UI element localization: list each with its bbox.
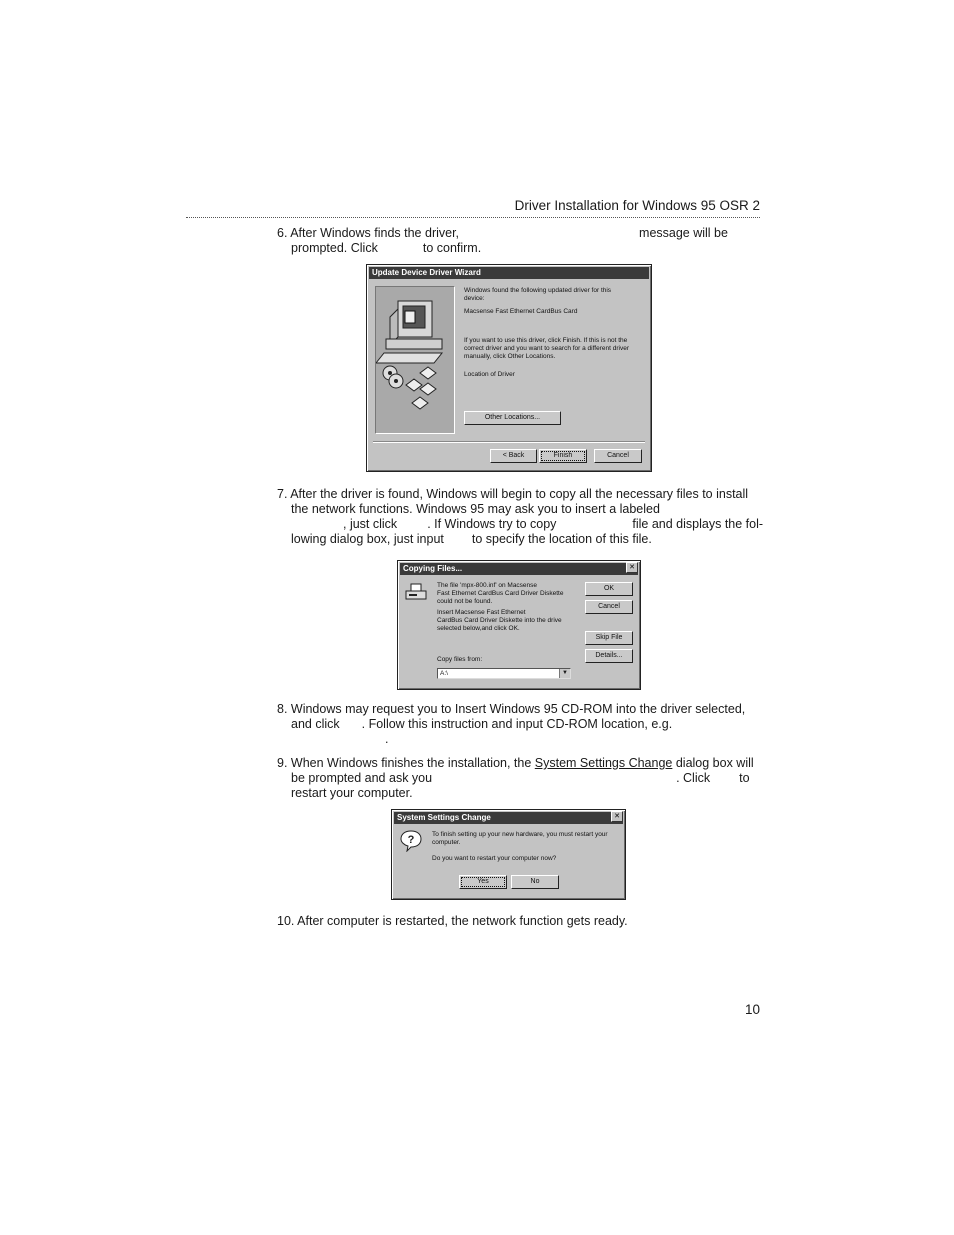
restart-msg-1: To finish setting up your new hardware, you must restart your [432,831,608,838]
restart-msg-2: computer. [432,839,461,846]
step-9-text-e: to [739,771,750,785]
cancel-button[interactable]: Cancel [594,449,642,463]
step-7-text-a: , just click [343,517,398,531]
close-icon[interactable]: ✕ [626,562,638,573]
back-button[interactable]: < Back [490,449,537,463]
wizard-location-label: Location of Driver [464,371,515,378]
step-8 [277,702,745,747]
step-9-text-c: be prompted and ask you [291,771,433,785]
finish-button[interactable]: Finish [539,449,587,463]
copy-msg-4: Insert Macsense Fast Ethernet [437,609,526,616]
step-8-text-b: . Follow this instruction and input CD-ROM location, e.g. [361,717,673,731]
step-6-text-a: 6. After Windows finds the driver, [277,226,460,240]
step-10 [277,914,628,929]
details-button[interactable]: Details... [585,649,633,663]
step-8-text-c: . [385,732,389,746]
wizard-device-name: Macsense Fast Ethernet CardBus Card [464,308,578,315]
wizard-instruction-2: correct driver and you want to search for a different driver [464,345,629,352]
svg-text:?: ? [407,834,415,846]
step-10-line-1: 10. After computer is restarted, the network function gets ready. [277,914,628,928]
wizard-illustration [375,286,455,434]
wizard-found-text-2: device: [464,295,485,302]
step-6-text-c: prompted. Click [291,241,378,255]
dropdown-arrow-icon[interactable]: ▼ [559,669,570,678]
step-6-text-d: to confirm. [422,241,482,255]
restart-title: System Settings Change [394,812,623,824]
copy-title: Copying Files... [400,563,638,575]
step-8-line-1: 8. Windows may request you to Insert Windows 95 CD-ROM into the driver selected, [277,702,746,716]
copy-from-value: A:\ [440,670,448,677]
copy-msg-6: selected below,and click OK. [437,625,520,632]
wizard-instruction-1: If you want to use this driver, click Finish. If this is not the [464,337,628,344]
wizard-title: Update Device Driver Wizard [369,267,649,279]
step-9-text-b: dialog box will [675,756,754,770]
copy-msg-5: CardBus Card Driver Diskette into the drive [437,617,562,624]
step-9-text-a: 9. When Windows finishes the installation, the [277,756,532,770]
restart-msg-3: Do you want to restart your computer now? [432,855,557,862]
page-header: Driver Installation for Windows 95 OSR 2 [514,198,760,213]
no-button[interactable]: No [511,875,559,889]
step-7-text-c: file and displays the fol- [632,517,764,531]
page-number: 10 [744,1002,760,1017]
step-9 [277,756,754,801]
step-6-text-b: message will be [639,226,728,240]
step-7 [277,487,763,547]
wizard-found-text-1: Windows found the following updated driver for this [464,287,612,294]
copy-from-field[interactable] [437,668,571,679]
skip-file-button[interactable]: Skip File [585,631,633,645]
step-7-line-2: the network functions. Windows 95 may ask you to insert a labeled [291,502,660,516]
computer-cd-icon [376,287,454,433]
close-icon[interactable]: ✕ [611,811,623,822]
question-icon [400,830,422,852]
copy-msg-1: The file 'mpx-800.inf' on Macsense [437,582,538,589]
step-7-text-e: to specify the location of this file. [471,532,652,546]
step-6 [277,226,728,256]
step-7-text-b: . If Windows try to copy [427,517,557,531]
system-settings-change-dialog [391,809,626,900]
wizard-instruction-3: manually, click Other Locations. [464,353,556,360]
copy-msg-2: Fast Ethernet CardBus Card Driver Diskette [437,590,564,597]
ok-button[interactable]: OK [585,582,633,596]
copy-from-label: Copy files from: [437,656,483,663]
drive-icon [405,583,427,603]
step-7-line-1: 7. After the driver is found, Windows will begin to copy all the necessary files to install [277,487,749,501]
update-driver-wizard-dialog [366,264,652,472]
step-9-text-d: . Click [676,771,711,785]
step-8-text-a: and click [291,717,340,731]
header-rule [186,217,760,218]
yes-button[interactable]: Yes [459,875,507,889]
copying-files-dialog [397,560,641,690]
copy-cancel-button[interactable]: Cancel [585,600,633,614]
system-settings-change-link: System Settings Change [534,756,673,770]
wizard-separator [373,441,645,443]
step-9-line-3: restart your computer. [291,786,413,800]
step-7-text-d: lowing dialog box, just input [291,532,444,546]
copy-msg-3: could not be found. [437,598,493,605]
other-locations-button[interactable]: Other Locations... [464,411,561,425]
